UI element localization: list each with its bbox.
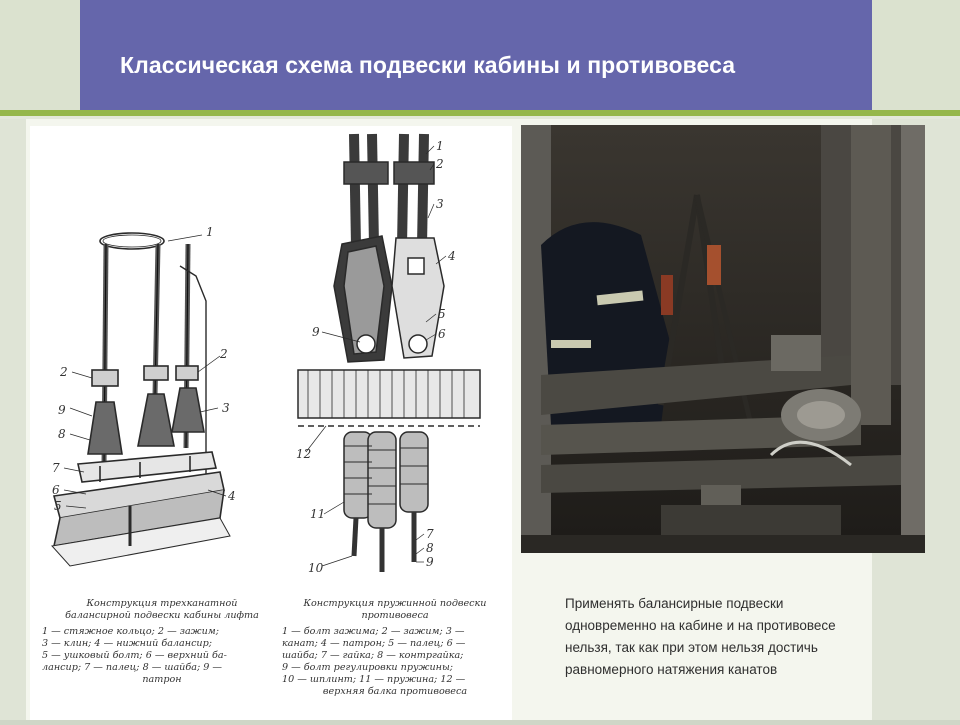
cabin-callout-6: 6	[52, 483, 60, 497]
cw-callout-9a: 9	[312, 325, 320, 339]
cw-legend-line: 9 — болт регулировки пружины;	[282, 662, 453, 673]
cw-legend-line: 10 — шплинт; 11 — пружина; 12 —	[282, 674, 466, 685]
cw-callout-3: 3	[436, 197, 444, 211]
cabin-legend	[42, 626, 282, 686]
cabin-caption-title: Конструкция трехканатной балансирной подвески кабины лифта	[65, 598, 259, 621]
cabin-legend-line: 5 — ушковый болт; 6 — верхний ба-	[42, 650, 227, 661]
cabin-callout-8: 8	[58, 427, 66, 441]
cw-callout-8: 8	[426, 541, 434, 555]
counterweight-caption-title: Конструкция пружинной подвески противовеса	[303, 598, 487, 621]
counterweight-legend	[282, 626, 508, 698]
cabin-legend-line: 3 — клин; 4 — нижний балансир;	[42, 638, 212, 649]
cw-callout-4: 4	[448, 249, 456, 263]
cw-callout-2: 2	[436, 157, 444, 171]
cabin-suspension-diagram	[52, 233, 230, 566]
counterweight-suspension-diagram	[298, 134, 480, 572]
left-margin-panel	[0, 119, 26, 720]
cw-callout-12: 12	[296, 447, 312, 461]
cabin-callout-5: 5	[54, 499, 62, 513]
cw-callout-7: 7	[426, 527, 434, 541]
slide-title: Классическая схема подвески кабины и противовеса	[120, 52, 736, 78]
cabin-legend-line: лансир; 7 — палец; 8 — шайба; 9 —	[42, 662, 222, 673]
cabin-callout-2a: 2	[220, 347, 228, 361]
cabin-callout-7: 7	[52, 461, 60, 475]
suspension-photo	[521, 125, 925, 553]
cabin-legend-line: патрон	[142, 674, 182, 685]
cw-callout-11: 11	[310, 507, 326, 521]
header-left-band	[0, 0, 80, 112]
slide-caption: Применять балансирные подвески одновременно на кабине и на противовесе нельзя, так как при этом нельзя достичь равномерного натяжения канатов	[565, 596, 836, 677]
cw-callout-9b: 9	[426, 555, 434, 569]
cw-legend-line: 1 — болт зажима; 2 — зажим; 3 —	[282, 626, 465, 637]
cw-callout-5: 5	[438, 307, 446, 321]
cw-legend-line: шайба; 7 — гайка; 8 — контргайка;	[282, 650, 464, 661]
counterweight-diagram-caption	[282, 598, 508, 720]
cabin-callout-3: 3	[222, 401, 230, 415]
cabin-callout-1: 1	[206, 225, 214, 239]
cw-callout-1: 1	[436, 139, 444, 153]
header-right-band	[872, 0, 960, 112]
cabin-legend-line: 1 — стяжное кольцо; 2 — зажим;	[42, 626, 219, 637]
cabin-callout-4: 4	[228, 489, 236, 503]
cw-legend-line: верхняя балка противовеса	[322, 686, 468, 697]
title-bar	[80, 0, 872, 110]
suspension-drawing	[30, 126, 512, 720]
cw-legend-line: канат; 4 — патрон; 5 — палец; 6 —	[282, 638, 466, 649]
cw-callout-6: 6	[438, 327, 446, 341]
cabin-diagram-caption	[42, 598, 282, 720]
cabin-callout-2b: 2	[60, 365, 68, 379]
cw-callout-10: 10	[308, 561, 324, 575]
cabin-callout-9: 9	[58, 403, 66, 417]
